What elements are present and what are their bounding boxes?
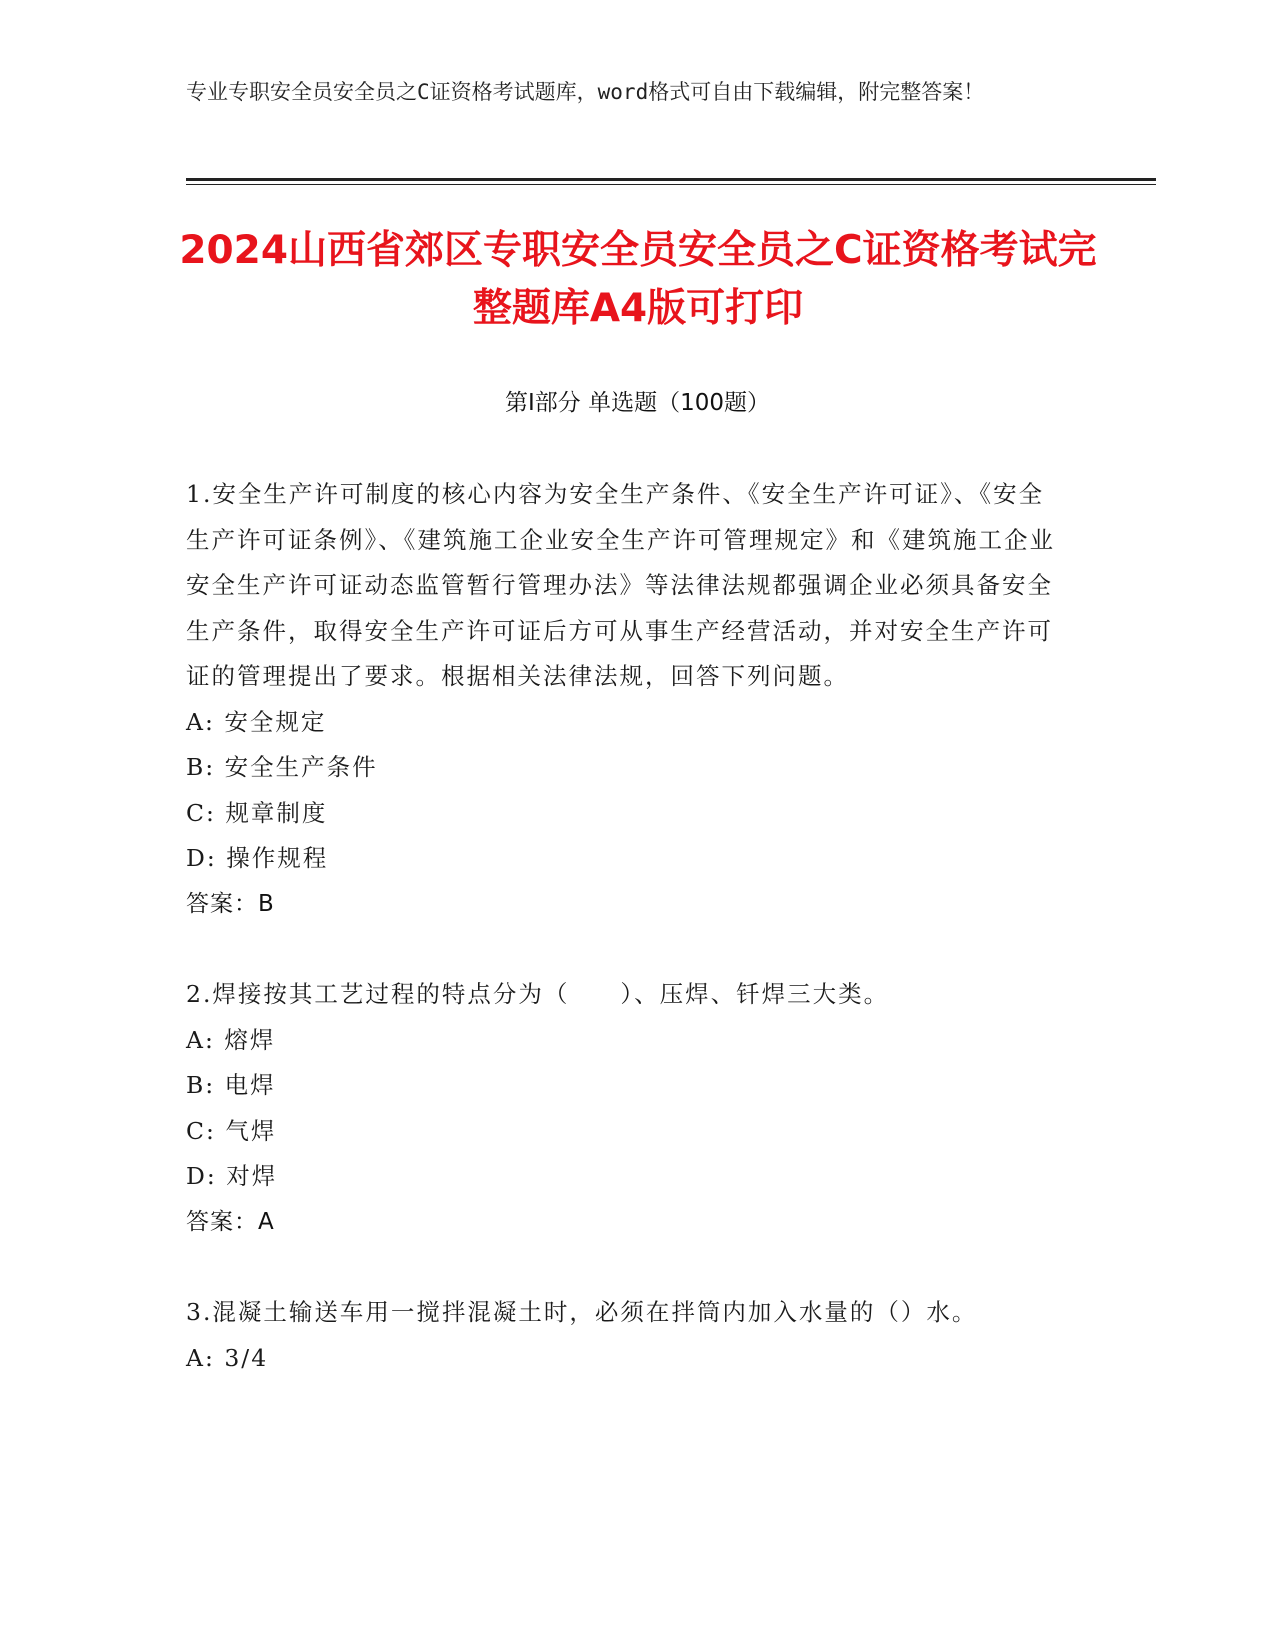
option-a: A: 安全规定 [186, 707, 327, 736]
document-title: 2024山西省郊区专职安全员安全员之C证资格考试完整题库A4版可打印 [179, 228, 1097, 331]
header-note: 专业专职安全员安全员之C证资格考试题库，word格式可自由下载编辑，附完整答案！ [186, 80, 985, 104]
section-title: 第Ⅰ部分 单选题（100题） [505, 390, 770, 416]
option-a: A: 熔焊 [186, 1025, 276, 1054]
question-stem: 3.混凝土输送车用一搅拌混凝土时，必须在拌筒内加入水量的（）水。 [186, 1298, 978, 1326]
header-divider-thin [186, 184, 1156, 185]
question-2 [186, 972, 1066, 1245]
question-1 [186, 472, 1066, 927]
question-stem: 2.焊接按其工艺过程的特点分为（ ）、压焊、钎焊三大类。 [186, 980, 890, 1008]
option-b: B: 安全生产条件 [186, 753, 378, 781]
question-list [186, 472, 1066, 1381]
question-3 [186, 1290, 1066, 1381]
question-stem: 1.安全生产许可制度的核心内容为安全生产条件、《安全生产许可证》、《安全生产许可证条例》、《建筑施工企业安全生产许可管理规定》和《建筑施工企业安全生产许可证动态监管暂行管理办法》等法律法规都强调企业必须具备安全生产条件，取得安全生产许可证后方可从事生产经营活动，并对安全生产许可证的管理提出了要求。根据相关法律法规，回答下列问题。 [186, 480, 1055, 690]
option-c: C: 气焊 [186, 1116, 277, 1145]
answer: 答案：B [186, 890, 275, 917]
option-d: D: 对焊 [186, 1162, 278, 1190]
question-spacer [186, 927, 1066, 972]
option-d: D: 操作规程 [186, 844, 329, 872]
option-c: C: 规章制度 [186, 798, 328, 827]
header-divider-thick [186, 178, 1156, 181]
option-a: A: 3/4 [186, 1343, 269, 1372]
question-spacer [186, 1245, 1066, 1290]
option-b: B: 电焊 [186, 1071, 276, 1099]
answer: 答案：A [186, 1208, 275, 1235]
